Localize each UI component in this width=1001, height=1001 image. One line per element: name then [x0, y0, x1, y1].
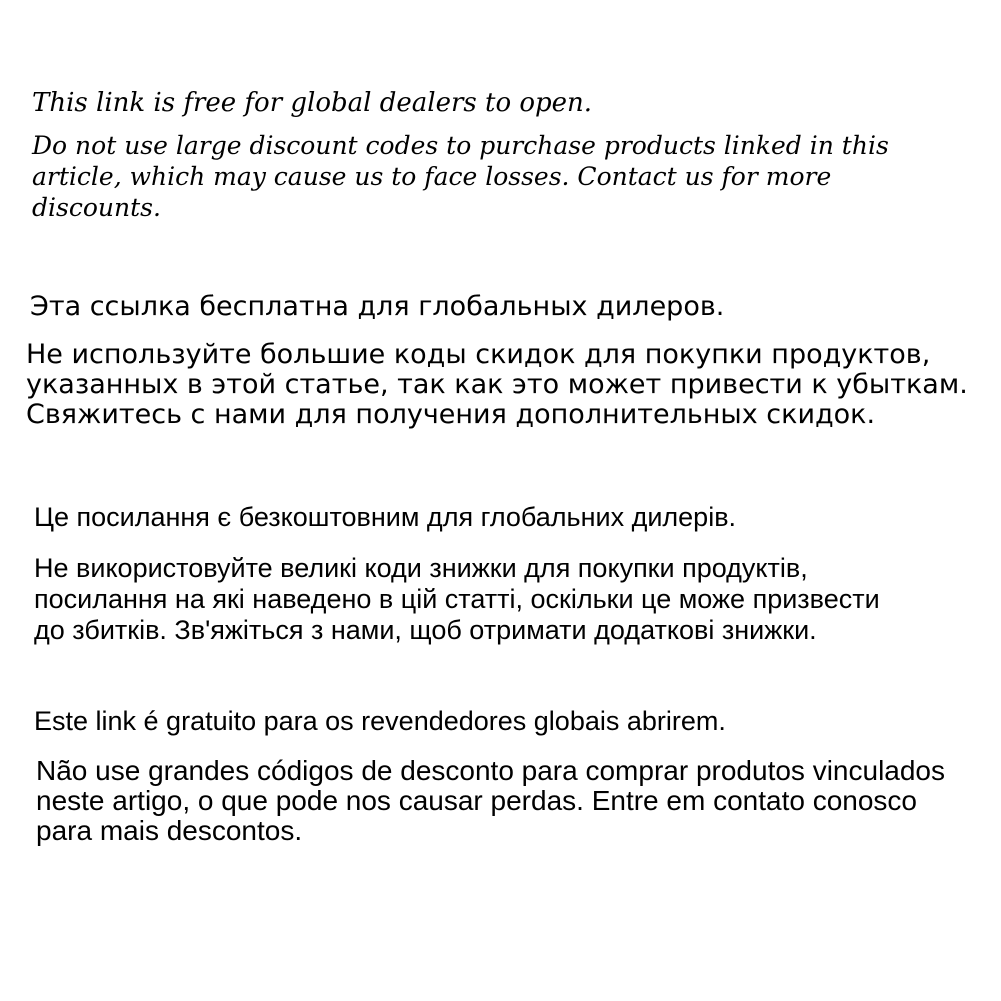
- ukrainian-title: Це посилання є безкоштовним для глобальних дилерів.: [34, 502, 737, 532]
- portuguese-notice-line: para mais descontos.: [36, 815, 303, 846]
- ukrainian-notice: [34, 553, 880, 646]
- portuguese-notice-line: neste artigo, o que pode nos causar perdas. Entre em contato conosco: [36, 785, 918, 816]
- english-title: This link is free for global dealers to open.: [32, 88, 593, 118]
- portuguese-notice: [36, 756, 945, 846]
- russian-notice-line: Не используйте большие коды скидок для покупки продуктов,: [26, 339, 931, 370]
- english-notice-line: discounts.: [32, 193, 161, 222]
- portuguese-notice-line: Não use grandes códigos de desconto para comprar produtos vinculados: [36, 755, 946, 786]
- ukrainian-notice-line: посилання на які наведено в цій статті, оскільки це може призвести: [34, 584, 880, 614]
- portuguese-title: Este link é gratuito para os revendedores globais abrirem.: [34, 706, 726, 736]
- english-notice: [32, 130, 889, 223]
- russian-notice-line: Свяжитесь с нами для получения дополнительных скидок.: [26, 399, 876, 430]
- russian-notice-line: указанных в этой статье, так как это может привести к убыткам.: [26, 369, 968, 400]
- ukrainian-notice-line: Не використовуйте великі коди знижки для покупки продуктів,: [34, 553, 808, 583]
- english-notice-line: Do not use large discount codes to purchase products linked in this: [32, 131, 889, 160]
- ukrainian-notice-line: до збитків. Зв'яжіться з нами, щоб отримати додаткові знижки.: [34, 615, 817, 645]
- russian-title: Эта ссылка бесплатна для глобальных дилеров.: [30, 291, 725, 322]
- russian-notice: [26, 340, 968, 430]
- english-notice-line: article, which may cause us to face losses. Contact us for more: [32, 162, 832, 191]
